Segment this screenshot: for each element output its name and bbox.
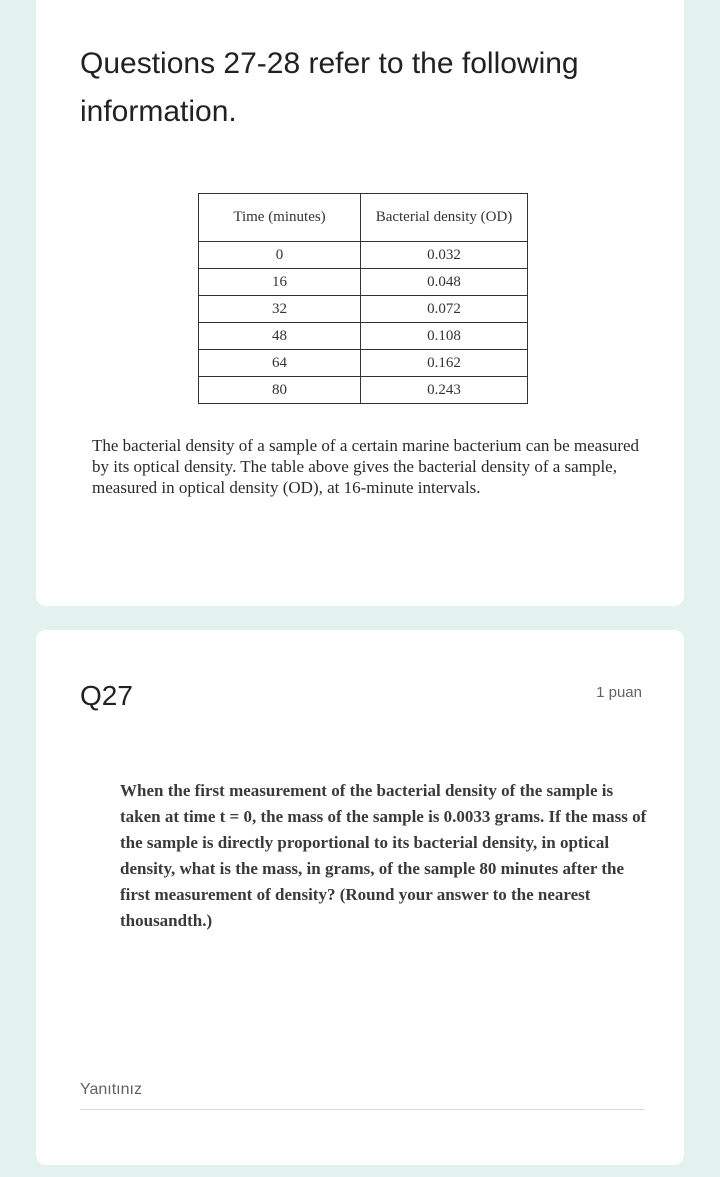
table-cell-density: 0.243 xyxy=(361,377,528,404)
table-header-time: Time (minutes) xyxy=(199,194,361,242)
section-title: Questions 27-28 refer to the following information. xyxy=(80,47,579,128)
answer-input[interactable] xyxy=(80,1070,644,1110)
table-row xyxy=(199,377,528,404)
table-cell-density: 0.162 xyxy=(361,350,528,377)
table-cell-time: 32 xyxy=(199,296,361,323)
question-number: Q27 xyxy=(80,680,133,711)
table-cell-time: 64 xyxy=(199,350,361,377)
table-row xyxy=(199,242,528,269)
table-header-density: Bacterial density (OD) xyxy=(361,194,528,242)
table-row xyxy=(199,269,528,296)
data-table-container xyxy=(198,193,528,404)
table-cell-time: 0 xyxy=(199,242,361,269)
table-cell-time: 16 xyxy=(199,269,361,296)
table-cell-density: 0.108 xyxy=(361,323,528,350)
table-cell-time: 48 xyxy=(199,323,361,350)
table-row xyxy=(199,296,528,323)
table-row xyxy=(199,350,528,377)
question-text: When the first measurement of the bacterial density of the sample is taken at time t = 0, the mass of the sample is 0.0033 grams. If the mass of the sample is directly proportional to its bacterial density, in optical density, what is the mass, in grams, of the sample 80 minutes after the first measurement of density? (Round your answer to the nearest thousandth.) xyxy=(120,781,647,930)
table-cell-density: 0.048 xyxy=(361,269,528,296)
data-table xyxy=(198,193,528,404)
table-row xyxy=(199,323,528,350)
info-card xyxy=(36,0,684,606)
question-points: 1 puan xyxy=(596,684,642,701)
question-card xyxy=(36,630,684,1165)
table-cell-density: 0.032 xyxy=(361,242,528,269)
table-header-row xyxy=(199,194,528,242)
info-paragraph: The bacterial density of a sample of a certain marine bacterium can be measured by its optical density. The table above gives the bacterial density of a sample, measured in optical density (OD), at 16-minute intervals. xyxy=(92,436,640,497)
table-cell-density: 0.072 xyxy=(361,296,528,323)
table-cell-time: 80 xyxy=(199,377,361,404)
